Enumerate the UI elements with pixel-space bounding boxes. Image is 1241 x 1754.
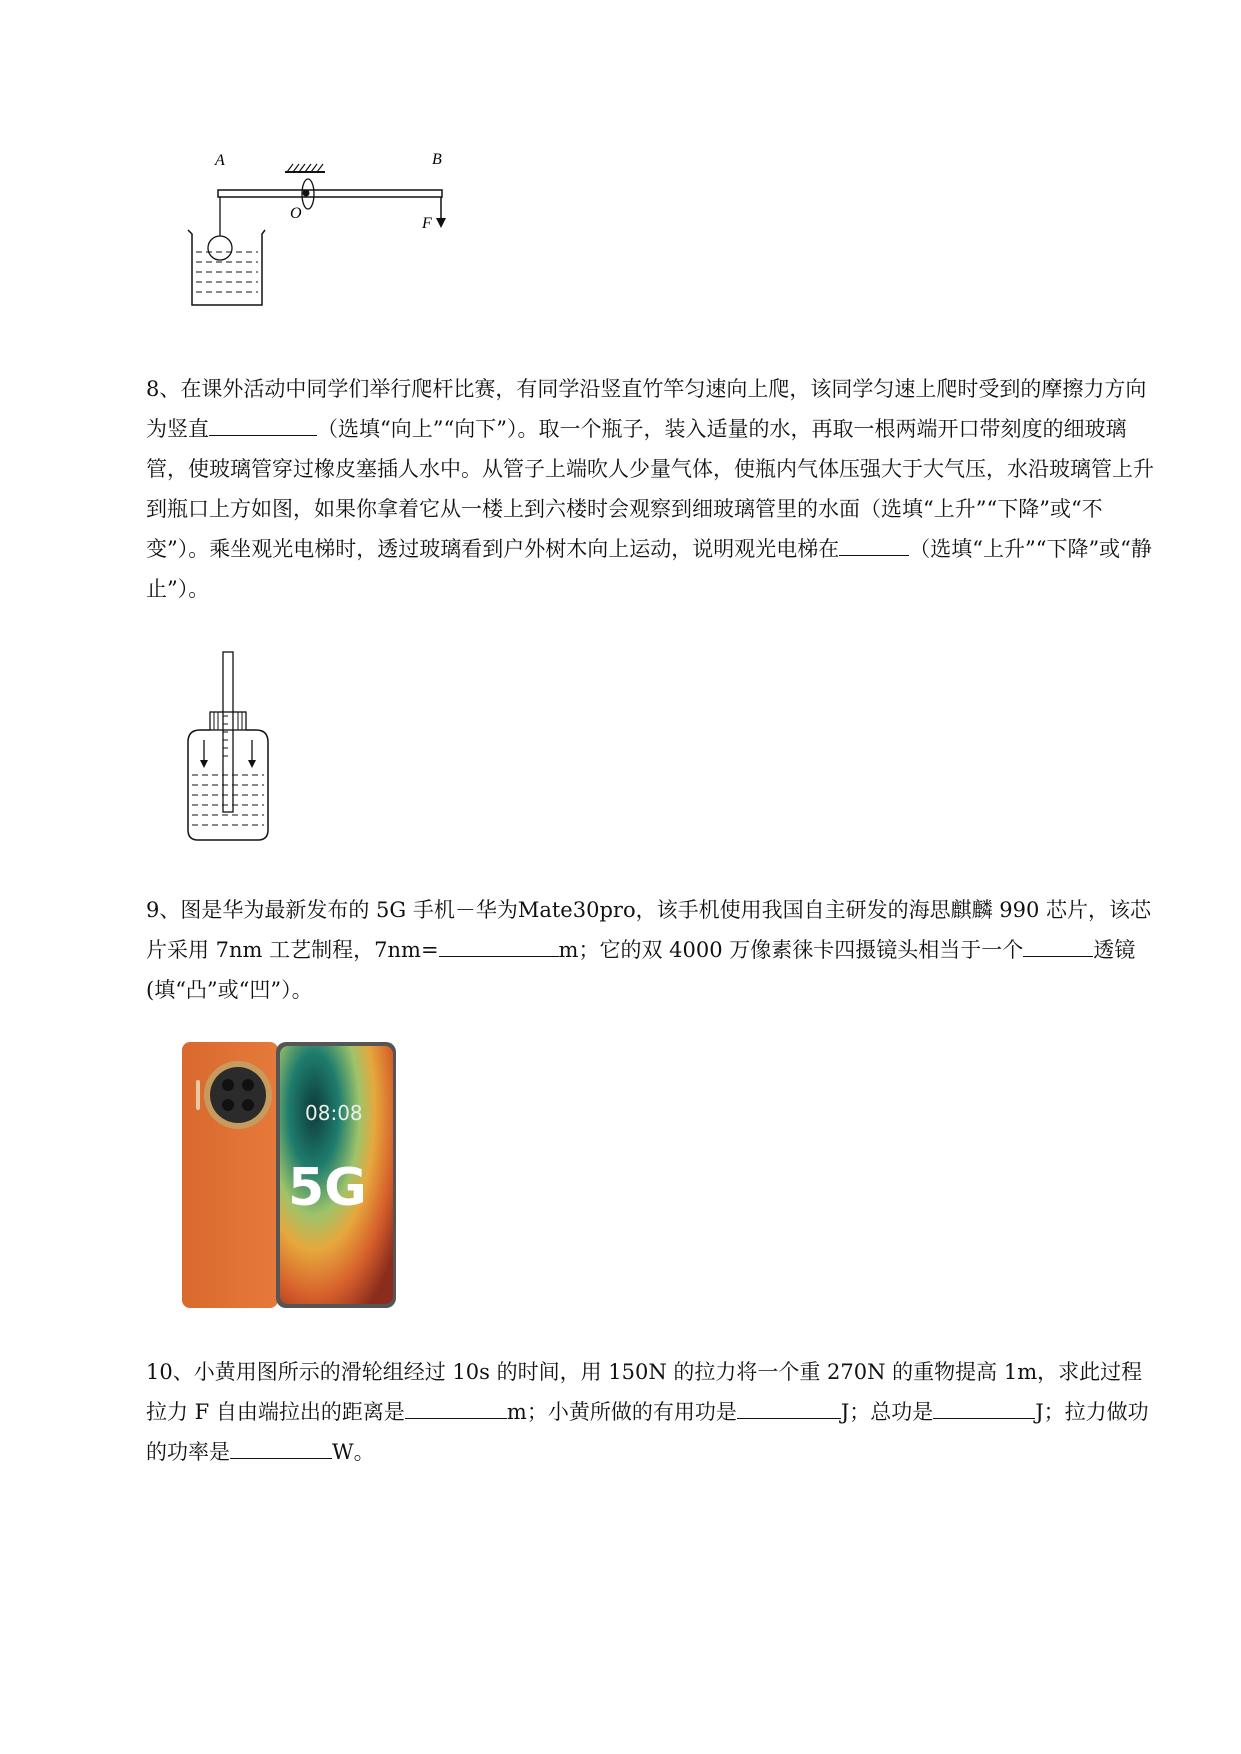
answer-blank[interactable] <box>405 1392 507 1419</box>
phone-image <box>180 1040 400 1310</box>
q8-text-2: （选填“向上”“向下”）。取一个瓶子，装入适量的水，再取一根两端开口带刻度的细玻璃管，使玻璃管穿过橡皮塞插人水中。从管子上端吹人少量气体，使瓶内气体压强大于大气压，水沿玻璃管上升到瓶口上方如图，如果你拿着它从一楼上到六楼时会观察到细玻璃管里的水面 <box>146 417 1154 521</box>
q8-text-1: 8、在课外活动中同学们举行爬杆比赛，有同学沿竖直竹竿匀速向上爬，该同学匀速上爬时受到的摩擦力方向为竖直 <box>146 377 1147 441</box>
label-o: O <box>290 205 302 222</box>
question-9 <box>146 890 1158 1010</box>
answer-blank[interactable] <box>230 1432 332 1459</box>
lever-beaker-figure <box>170 150 470 350</box>
answer-blank[interactable] <box>209 409 317 436</box>
label-a: A <box>215 152 225 169</box>
answer-blank[interactable] <box>439 930 559 957</box>
q9-text-3: 透镜(填“凸”或“凹”）。 <box>146 938 1136 1002</box>
label-f: F <box>422 215 432 232</box>
q10-text-4: J；拉力做功的功率是 <box>146 1400 1149 1464</box>
q10-text-5: W。 <box>332 1440 375 1464</box>
phone-5g-badge: 5G <box>288 1158 367 1218</box>
question-8 <box>146 369 1158 609</box>
q10-text-3: J；总功是 <box>840 1400 934 1424</box>
answer-blank[interactable] <box>933 1392 1035 1419</box>
q9-text-2: m；它的双 4000 万像素徕卡四摄镜头相当于一个 <box>558 938 1024 962</box>
q9-text-1: 9、图是华为最新发布的 5G 手机－华为Mate30pro，该手机使用我国自主研发的海思麒麟 990 芯片，该芯片采用 7nm 工艺制程，7nm= <box>146 898 1152 962</box>
phone-time: 08:08 <box>305 1101 363 1125</box>
q10-text-1: 10、小黄用图所示的滑轮组经过 10s 的时间，用 150N 的拉力将一个重 270N 的重物提高 1m，求此过程拉力 F 自由端拉出的距离是 <box>146 1360 1143 1424</box>
answer-blank[interactable] <box>839 529 909 556</box>
answer-blank[interactable] <box>1023 930 1093 957</box>
answer-blank[interactable] <box>737 1392 841 1419</box>
q8-text-3: （选填“上升”“下降”或“不变”）。乘坐观光电梯时，透过玻璃看到户外树木向上运动，说明观光电梯在 <box>146 497 1103 561</box>
q8-text-4: （选填“上升”“下降”或“静止”）。 <box>146 537 1152 601</box>
label-b: B <box>432 151 442 168</box>
q10-text-2: m；小黄所做的有用功是 <box>506 1400 737 1424</box>
bottle-tube-figure <box>180 650 290 850</box>
question-10 <box>146 1352 1158 1472</box>
